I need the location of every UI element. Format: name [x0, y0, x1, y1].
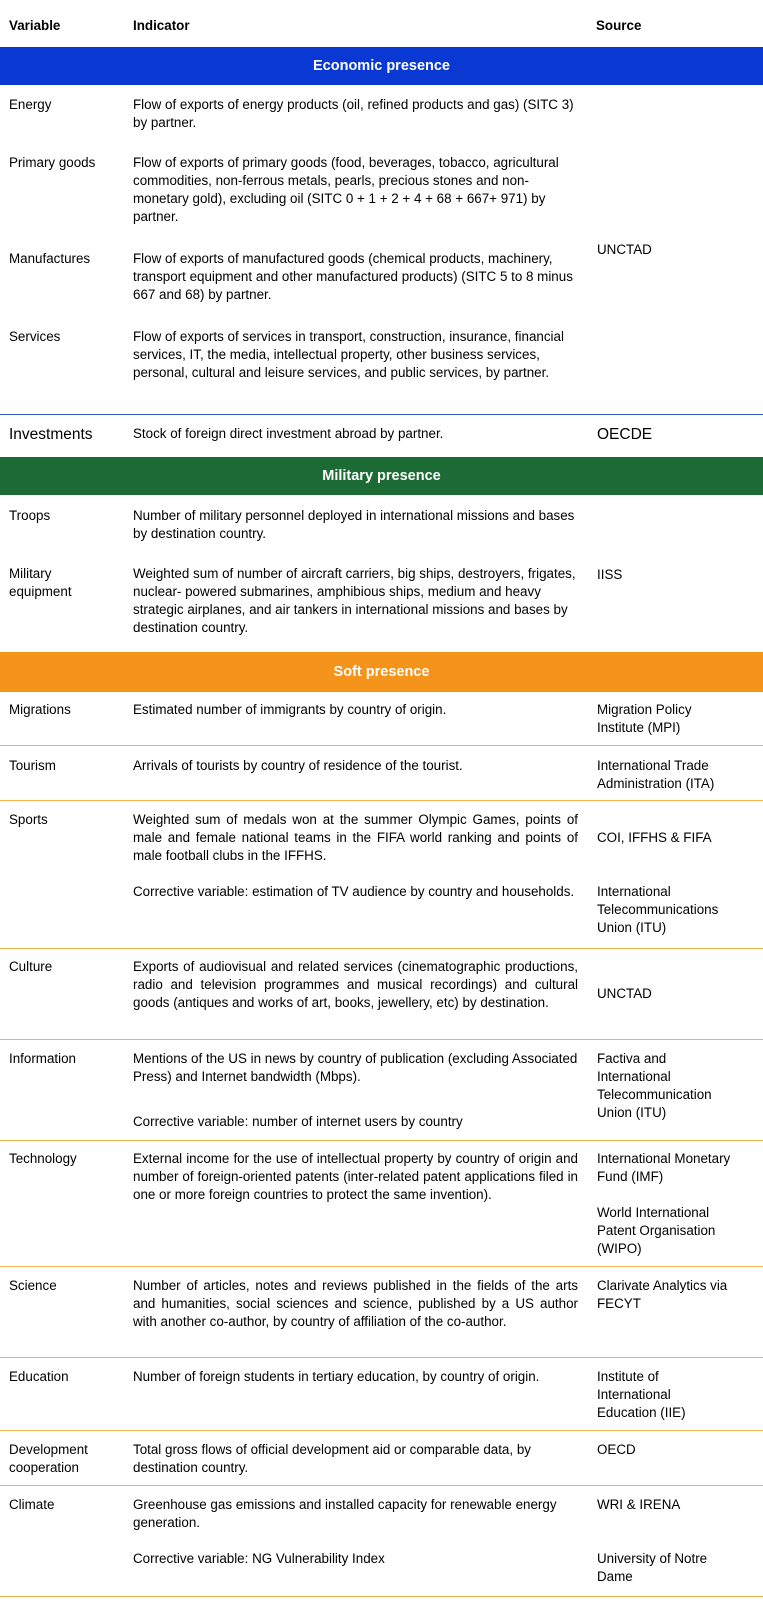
indicator-climate: Greenhouse gas emissions and installed capacity for renewable energy generation.	[133, 1497, 557, 1530]
variable-troops: Troops	[9, 508, 51, 523]
source-tourism: International Trade Administration (ITA)	[597, 758, 715, 791]
variable-climate: Climate	[9, 1497, 55, 1512]
variable-military-equipment: Military equipment	[9, 566, 72, 599]
indicator-migrations: Estimated number of immigrants by country of origin.	[133, 702, 447, 717]
indicator-culture: Exports of audiovisual and related services (cinematographic productions, radio and television programmes and musical recordings) and cultural goods (antiques and works of art, books, jewellery, etc) by destination.	[133, 959, 578, 1010]
section-band-economic: Economic presence	[0, 47, 763, 85]
variable-information: Information	[9, 1051, 76, 1066]
indicator-information: Mentions of the US in news by country of publication (excluding Associated Press) and Internet bandwidth (Mbps).	[133, 1051, 578, 1084]
variable-investments: Investments	[9, 426, 93, 443]
indicator-technology: External income for the use of intellectual property by country of origin and number of foreign-oriented patents (inter-related patent applications filed in one or more foreign countries to protect the same invention).	[133, 1151, 578, 1202]
indicator-climate-corrective: Corrective variable: NG Vulnerability Index	[133, 1551, 385, 1566]
source-climate: WRI & IRENA	[597, 1497, 681, 1512]
indicator-military-equipment: Weighted sum of number of aircraft carriers, big ships, destroyers, frigates, nuclear- powered submarines, amphibious ships, medium and heavy strategic airplanes, and air tankers in international missions and bases by destination country.	[133, 566, 576, 635]
source-information: Factiva and International Telecommunication Union (ITU)	[597, 1051, 712, 1120]
variable-tourism: Tourism	[9, 758, 56, 773]
row-divider	[0, 745, 763, 746]
row-divider	[0, 1430, 763, 1431]
indicator-tourism: Arrivals of tourists by country of residence of the tourist.	[133, 758, 463, 773]
source-education: Institute of International Education (IIE)	[597, 1369, 686, 1420]
row-divider	[0, 1266, 763, 1267]
variable-sports: Sports	[9, 812, 48, 827]
indicator-energy: Flow of exports of energy products (oil, refined products and gas) (SITC 3) by partner.	[133, 97, 574, 130]
variable-education: Education	[9, 1369, 69, 1384]
row-divider	[0, 1140, 763, 1141]
indicator-investments: Stock of foreign direct investment abroad by partner.	[133, 426, 444, 441]
indicator-education: Number of foreign students in tertiary education, by country of origin.	[133, 1369, 540, 1384]
row-divider	[0, 1596, 763, 1597]
source-unctad-economic: UNCTAD	[597, 242, 652, 257]
indicator-sports: Weighted sum of medals won at the summer Olympic Games, points of male and female national teams in the FIFA world ranking and points of male football clubs in the IFFHS.	[133, 812, 578, 863]
row-divider	[0, 1039, 763, 1040]
section-band-soft: Soft presence	[0, 652, 763, 692]
indicator-troops: Number of military personnel deployed in international missions and bases by destination country.	[133, 508, 575, 541]
row-divider	[0, 414, 763, 415]
row-divider	[0, 800, 763, 801]
indicator-sports-corrective: Corrective variable: estimation of TV audience by country and households.	[133, 884, 575, 899]
indicator-information-corrective: Corrective variable: number of internet users by country	[133, 1114, 463, 1129]
source-iiss: IISS	[597, 567, 623, 582]
variable-manufactures: Manufactures	[9, 251, 91, 266]
row-divider	[0, 1357, 763, 1358]
section-band-military: Military presence	[0, 457, 763, 495]
source-investments: OECDE	[597, 426, 653, 443]
source-sports: COI, IFFHS & FIFA	[597, 830, 712, 845]
source-science: Clarivate Analytics via FECYT	[597, 1278, 728, 1311]
column-header-source: Source	[596, 18, 642, 33]
source-migrations: Migration Policy Institute (MPI)	[597, 702, 692, 735]
source-culture: UNCTAD	[597, 986, 652, 1001]
column-header-variable: Variable	[9, 18, 61, 33]
row-divider	[0, 1485, 763, 1486]
source-technology: International Monetary Fund (IMF)	[597, 1151, 731, 1184]
indicator-science: Number of articles, notes and reviews published in the fields of the arts and humanities, social sciences and science, published by a US author with another co-author, by country of affiliation of the co-author.	[133, 1278, 578, 1329]
variable-culture: Culture	[9, 959, 53, 974]
variable-migrations: Migrations	[9, 702, 71, 717]
variable-technology: Technology	[9, 1151, 77, 1166]
variable-primary-goods: Primary goods	[9, 155, 96, 170]
indicator-manufactures: Flow of exports of manufactured goods (chemical products, machinery, transport equipment and other manufactured products) (SITC 5 to 8 minus 667 and 68) by partner.	[133, 251, 573, 302]
indicator-development-cooperation: Total gross flows of official development aid or comparable data, by destination country.	[133, 1442, 531, 1475]
variable-services: Services	[9, 329, 61, 344]
row-divider	[0, 948, 763, 949]
source-development-cooperation: OECD	[597, 1442, 636, 1457]
source-technology-wipo: World International Patent Organisation (WIPO)	[597, 1205, 716, 1256]
indicator-services: Flow of exports of services in transport, construction, insurance, financial services, IT, the media, intellectual property, other business services, personal, cultural and leisure services, and public services, by partner.	[133, 329, 564, 380]
variable-development-cooperation: Development cooperation	[9, 1442, 88, 1475]
column-header-indicator: Indicator	[133, 18, 190, 33]
variable-energy: Energy	[9, 97, 52, 112]
source-climate-corrective: University of Notre Dame	[597, 1551, 708, 1584]
source-sports-corrective: International Telecommunications Union (ITU)	[597, 884, 719, 935]
indicator-primary-goods: Flow of exports of primary goods (food, beverages, tobacco, agricultural commodities, non-ferrous metals, pearls, precious stones and non-monetary gold), excluding oil (SITC 0 + 1 + 2 + 4 + 68 + 667+ 971) by partner.	[133, 155, 559, 224]
variable-science: Science	[9, 1278, 57, 1293]
